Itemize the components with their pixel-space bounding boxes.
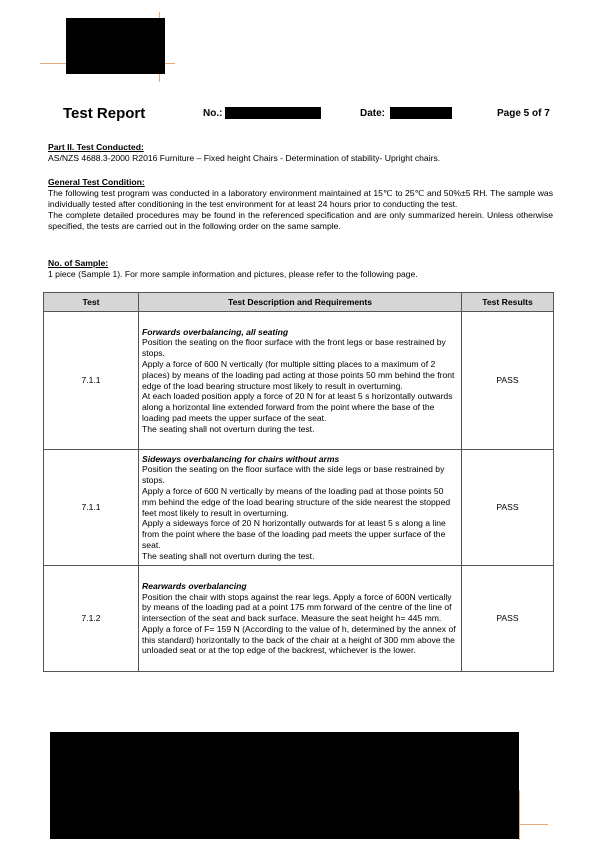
description-line: Position the chair with stops against the rear legs. Apply a force of 600N vertically by means of the loading pad at a point 175 mm forward of the centre of the line of intersection of the seat and back surface. Measure the seat height h= 445 mm. Apply a force of F= 159 N (According to the value of h, determined by the annex of this standard) horizontally to the back of the chair at a height of 300 mm above the unloaded seat or at the top edge of the backrest, whichever is the lower. bbox=[142, 591, 456, 656]
table-row bbox=[44, 450, 554, 566]
test-result: PASS bbox=[462, 566, 554, 672]
sample-section bbox=[48, 258, 553, 280]
table-row bbox=[44, 312, 554, 450]
column-header-description: Test Description and Requirements bbox=[139, 293, 462, 312]
test-title: Rearwards overbalancing bbox=[142, 580, 247, 591]
test-clause: 7.1.2 bbox=[44, 566, 139, 672]
test-description bbox=[139, 312, 462, 450]
general-condition-paragraph-2: The complete detailed procedures may be found in the referenced specification and are only summarized herein. Unless otherwise specified, the tests are carried out in the following order on the same sample. bbox=[48, 210, 553, 231]
description-line: At each loaded position apply a force of 20 N for at least 5 s horizontally outwards along a horizontal line extended forward from the point where the base of the loading pad meets the upper surface of the seat. bbox=[142, 391, 453, 423]
test-clause: 7.1.1 bbox=[44, 450, 139, 566]
report-date-label: Date: bbox=[360, 108, 386, 119]
crop-mark-bottom-vertical bbox=[519, 790, 520, 840]
general-condition-heading: General Test Condition: bbox=[48, 177, 145, 187]
description-line: Apply a sideways force of 20 N horizontally outwards for at least 5 s along a line from the point where the base of the loading pad meets the upper surface of the seat. bbox=[142, 518, 446, 550]
part-ii-heading: Part II. Test Conducted: bbox=[48, 142, 144, 152]
redacted-report-date bbox=[390, 107, 452, 119]
description-line: Position the seating on the floor surface with the front legs or base restrained by stops. bbox=[142, 337, 446, 359]
redacted-logo bbox=[66, 18, 165, 74]
test-title: Sideways overbalancing for chairs without arms bbox=[142, 453, 340, 464]
description-line: Apply a force of 600 N vertically by means of the loading pad at those points 50 mm behind the edge of the load bearing structure of the side nearest the stopped feet most likely to result in overturning. bbox=[142, 485, 451, 518]
test-results-table bbox=[43, 292, 554, 672]
table-header-row bbox=[44, 293, 554, 312]
general-condition-section bbox=[48, 177, 553, 232]
sample-heading: No. of Sample: bbox=[48, 258, 109, 268]
description-line: The seating shall not overturn during the test. bbox=[142, 423, 315, 434]
test-result: PASS bbox=[462, 450, 554, 566]
sample-text: 1 piece (Sample 1). For more sample information and pictures, please refer to the following page. bbox=[48, 269, 418, 279]
general-condition-paragraph-1: The following test program was conducted in a laboratory environment maintained at 15℃ to 25℃ and 50%±5 RH. The sample was individually tested after conditioning in the test environment for at least 24 hours prior to conducting the test. bbox=[48, 188, 553, 209]
description-line: The seating shall not overturn during the test. bbox=[142, 550, 315, 561]
description-line: Apply a force of 600 N vertically (for multiple sitting places to a maximum of 2 places) by means of the loading pad acting at those points 50 mm behind the front edge of the load bearing structure most likely to result in overturning. bbox=[142, 358, 455, 391]
column-header-results: Test Results bbox=[462, 293, 554, 312]
page-number: Page 5 of 7 bbox=[497, 108, 550, 119]
test-title: Forwards overbalancing, all seating bbox=[142, 326, 289, 337]
redacted-footer bbox=[50, 732, 519, 839]
report-number-label: No.: bbox=[203, 108, 223, 119]
test-description bbox=[139, 566, 462, 672]
description-line: Position the seating on the floor surface with the side legs or base restrained by stops. bbox=[142, 464, 445, 486]
test-description bbox=[139, 450, 462, 566]
column-header-test: Test bbox=[44, 293, 139, 312]
part-ii-section bbox=[48, 142, 553, 164]
test-result: PASS bbox=[462, 312, 554, 450]
standard-text: AS/NZS 4688.3-2000 R2016 Furniture – Fixed height Chairs - Determination of stability- Upright chairs. bbox=[48, 153, 441, 163]
report-title: Test Report bbox=[63, 105, 146, 122]
table-row bbox=[44, 566, 554, 672]
test-clause: 7.1.1 bbox=[44, 312, 139, 450]
redacted-report-number bbox=[225, 107, 321, 119]
